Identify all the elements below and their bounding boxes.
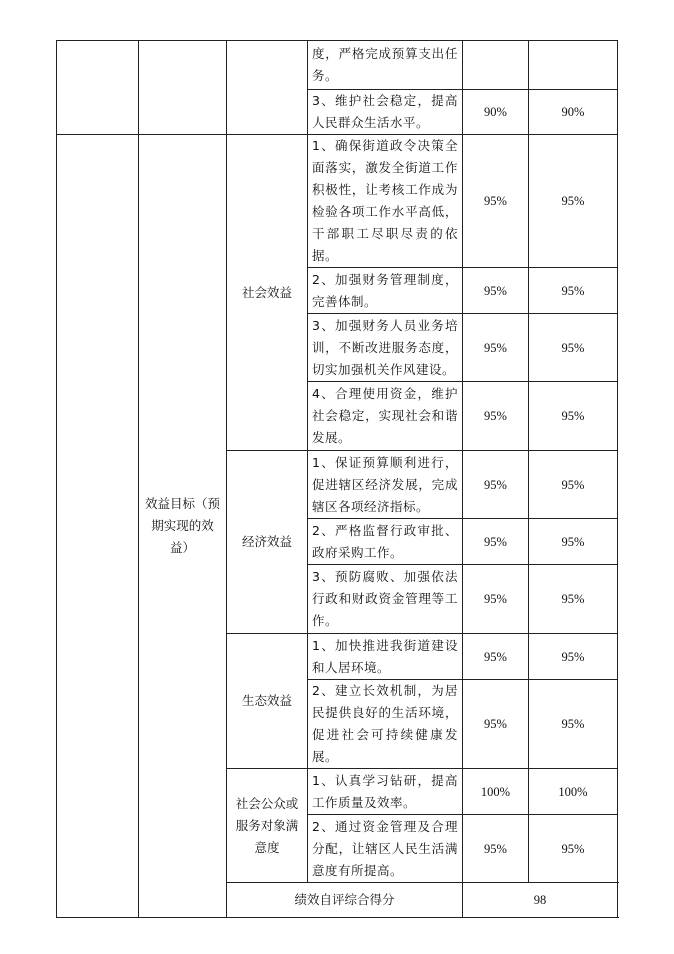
summary-label: 绩效自评综合得分 <box>227 883 463 918</box>
target-value: 95% <box>463 382 529 451</box>
actual-value: 95% <box>529 565 618 634</box>
actual-value: 95% <box>529 815 618 883</box>
target-value: 95% <box>463 268 529 314</box>
summary-score: 98 <box>463 883 618 918</box>
indicator-desc: 1、认真学习钻研，提高工作质量及效率。 <box>308 769 463 815</box>
indicator-desc: 3、加强财务人员业务培训，不断改进服务态度，切实加强机关作风建设。 <box>308 314 463 382</box>
target-value: 90% <box>463 90 529 135</box>
indicator-desc: 2、建立长效机制，为居民提供良好的生活环境，促进社会可持续健康发展。 <box>308 680 463 769</box>
indicator-desc: 4、合理使用资金，维护社会稳定，实现社会和谐发展。 <box>308 382 463 451</box>
indicator-desc: 1、保证预算顺利进行，促进辖区经济发展，完成辖区各项经济指标。 <box>308 451 463 519</box>
target-value: 95% <box>463 314 529 382</box>
target-value: 95% <box>463 680 529 769</box>
indicator-desc: 2、严格监督行政审批、政府采购工作。 <box>308 519 463 565</box>
indicator-desc: 2、加强财务管理制度，完善体制。 <box>308 268 463 314</box>
target-value: 95% <box>463 135 529 268</box>
actual-value: 95% <box>529 382 618 451</box>
empty-cell <box>57 41 139 135</box>
actual-value: 95% <box>529 135 618 268</box>
table-row <box>57 135 618 268</box>
target-value: 100% <box>463 769 529 815</box>
empty-cell <box>227 41 308 135</box>
actual-value: 100% <box>529 769 618 815</box>
actual-value: 95% <box>529 634 618 680</box>
indicator-desc: 1、确保街道政令决策全面落实，激发全街道工作积极性，让考核工作成为检验各项工作水平高低，干部职工尽职尽责的依据。 <box>308 135 463 268</box>
actual-value: 95% <box>529 451 618 519</box>
indicator-desc: 度，严格完成预算支出任务。 <box>308 41 463 90</box>
actual-value: 90% <box>529 90 618 135</box>
indicator-desc: 3、预防腐败、加强依法行政和财政资金管理等工作。 <box>308 565 463 634</box>
empty-cell <box>139 41 227 135</box>
benefit-goal-label: 效益目标（预期实现的效益） <box>139 135 227 918</box>
actual-value <box>529 41 618 90</box>
target-value <box>463 41 529 90</box>
target-value: 95% <box>463 815 529 883</box>
category-label: 社会效益 <box>227 135 308 451</box>
table-row <box>57 41 618 90</box>
actual-value: 95% <box>529 314 618 382</box>
target-value: 95% <box>463 519 529 565</box>
target-value: 95% <box>463 565 529 634</box>
empty-cell <box>57 135 139 918</box>
category-label: 生态效益 <box>227 634 308 769</box>
category-label: 社会公众或服务对象满意度 <box>227 769 308 883</box>
performance-table <box>56 40 618 918</box>
target-value: 95% <box>463 634 529 680</box>
category-label: 经济效益 <box>227 451 308 634</box>
indicator-desc: 2、通过资金管理及合理分配，让辖区人民生活满意度有所提高。 <box>308 815 463 883</box>
actual-value: 95% <box>529 680 618 769</box>
actual-value: 95% <box>529 268 618 314</box>
target-value: 95% <box>463 451 529 519</box>
actual-value: 95% <box>529 519 618 565</box>
indicator-desc: 3、维护社会稳定，提高人民群众生活水平。 <box>308 90 463 135</box>
indicator-desc: 1、加快推进我街道建设和人居环境。 <box>308 634 463 680</box>
